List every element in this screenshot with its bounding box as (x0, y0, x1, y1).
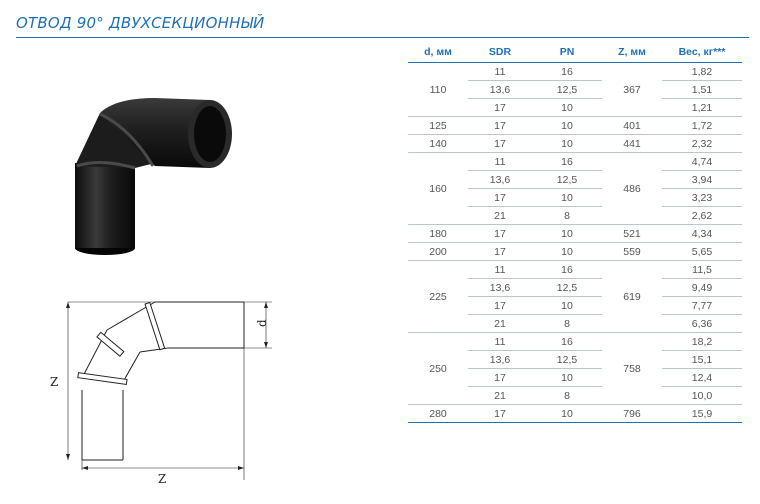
cell-pn: 16 (532, 153, 602, 171)
header-weight: Вес, кг*** (662, 41, 742, 63)
cell-diameter: 125 (408, 117, 468, 135)
cell-weight: 1,82 (662, 63, 742, 81)
cell-diameter: 160 (408, 153, 468, 225)
header-diameter: d, мм (408, 41, 468, 63)
cell-weight: 15,1 (662, 351, 742, 369)
cell-sdr: 17 (468, 297, 532, 315)
table-header-row (408, 41, 742, 63)
cell-weight: 4,74 (662, 153, 742, 171)
cell-sdr: 17 (468, 369, 532, 387)
table-body (408, 63, 742, 423)
spec-table (408, 41, 742, 423)
cell-pn: 8 (532, 315, 602, 333)
cell-sdr: 13,6 (468, 81, 532, 99)
cell-pn: 10 (532, 369, 602, 387)
cell-weight: 1,51 (662, 81, 742, 99)
cell-weight: 4,34 (662, 225, 742, 243)
cell-pn: 12,5 (532, 351, 602, 369)
table-row (408, 333, 742, 351)
cell-diameter: 140 (408, 135, 468, 153)
table-row (408, 243, 742, 261)
cell-pn: 12,5 (532, 81, 602, 99)
elbow-product-image (60, 88, 260, 258)
cell-weight: 10,0 (662, 387, 742, 405)
cell-weight: 1,72 (662, 117, 742, 135)
cell-sdr: 21 (468, 315, 532, 333)
cell-pn: 10 (532, 405, 602, 423)
cell-pn: 8 (532, 387, 602, 405)
cell-pn: 10 (532, 225, 602, 243)
cell-pn: 12,5 (532, 171, 602, 189)
cell-pn: 10 (532, 297, 602, 315)
cell-weight: 5,65 (662, 243, 742, 261)
cell-sdr: 17 (468, 117, 532, 135)
cell-sdr: 13,6 (468, 171, 532, 189)
cell-z: 401 (602, 117, 662, 135)
table-row (408, 405, 742, 423)
d-label: d (255, 319, 269, 327)
cell-pn: 10 (532, 135, 602, 153)
cell-weight: 12,4 (662, 369, 742, 387)
cell-weight: 11,5 (662, 261, 742, 279)
cell-weight: 9,49 (662, 279, 742, 297)
table-row (408, 225, 742, 243)
z-horizontal-label: Z (158, 472, 167, 486)
cell-diameter: 280 (408, 405, 468, 423)
cell-sdr: 21 (468, 387, 532, 405)
header-sdr: SDR (468, 41, 532, 63)
cell-sdr: 11 (468, 63, 532, 81)
cell-pn: 10 (532, 243, 602, 261)
cell-z: 521 (602, 225, 662, 243)
elbow-technical-drawing (40, 290, 290, 495)
cell-pn: 8 (532, 207, 602, 225)
cell-pn: 16 (532, 333, 602, 351)
cell-pn: 12,5 (532, 279, 602, 297)
cell-weight: 2,32 (662, 135, 742, 153)
header-pn: PN (532, 41, 602, 63)
cell-z: 441 (602, 135, 662, 153)
cell-sdr: 17 (468, 135, 532, 153)
cell-sdr: 17 (468, 189, 532, 207)
cell-pn: 10 (532, 189, 602, 207)
cell-diameter: 180 (408, 225, 468, 243)
header-z: Z, мм (602, 41, 662, 63)
cell-z: 559 (602, 243, 662, 261)
cell-sdr: 11 (468, 153, 532, 171)
cell-diameter: 250 (408, 333, 468, 405)
cell-sdr: 11 (468, 333, 532, 351)
table-row (408, 63, 742, 81)
table-row (408, 261, 742, 279)
cell-pn: 10 (532, 99, 602, 117)
cell-pn: 16 (532, 63, 602, 81)
cell-z: 796 (602, 405, 662, 423)
cell-z: 758 (602, 333, 662, 405)
table-row (408, 135, 742, 153)
cell-diameter: 110 (408, 63, 468, 117)
cell-sdr: 17 (468, 405, 532, 423)
table-row (408, 117, 742, 135)
cell-sdr: 11 (468, 261, 532, 279)
cell-pn: 16 (532, 261, 602, 279)
cell-pn: 10 (532, 117, 602, 135)
cell-z: 486 (602, 153, 662, 225)
cell-diameter: 225 (408, 261, 468, 333)
cell-diameter: 200 (408, 243, 468, 261)
cell-weight: 7,77 (662, 297, 742, 315)
cell-sdr: 17 (468, 99, 532, 117)
cell-sdr: 13,6 (468, 351, 532, 369)
cell-weight: 15,9 (662, 405, 742, 423)
cell-weight: 3,94 (662, 171, 742, 189)
cell-z: 367 (602, 63, 662, 117)
cell-weight: 6,36 (662, 315, 742, 333)
cell-weight: 18,2 (662, 333, 742, 351)
cell-z: 619 (602, 261, 662, 333)
z-vertical-label: Z (50, 375, 59, 389)
table-row (408, 153, 742, 171)
cell-sdr: 17 (468, 243, 532, 261)
cell-sdr: 13,6 (468, 279, 532, 297)
cell-weight: 3,23 (662, 189, 742, 207)
cell-sdr: 21 (468, 207, 532, 225)
cell-weight: 2,62 (662, 207, 742, 225)
page-title: ОТВОД 90° ДВУХСЕКЦИОННЫЙ (16, 14, 265, 32)
cell-weight: 1,21 (662, 99, 742, 117)
title-divider (16, 37, 749, 38)
cell-sdr: 17 (468, 225, 532, 243)
